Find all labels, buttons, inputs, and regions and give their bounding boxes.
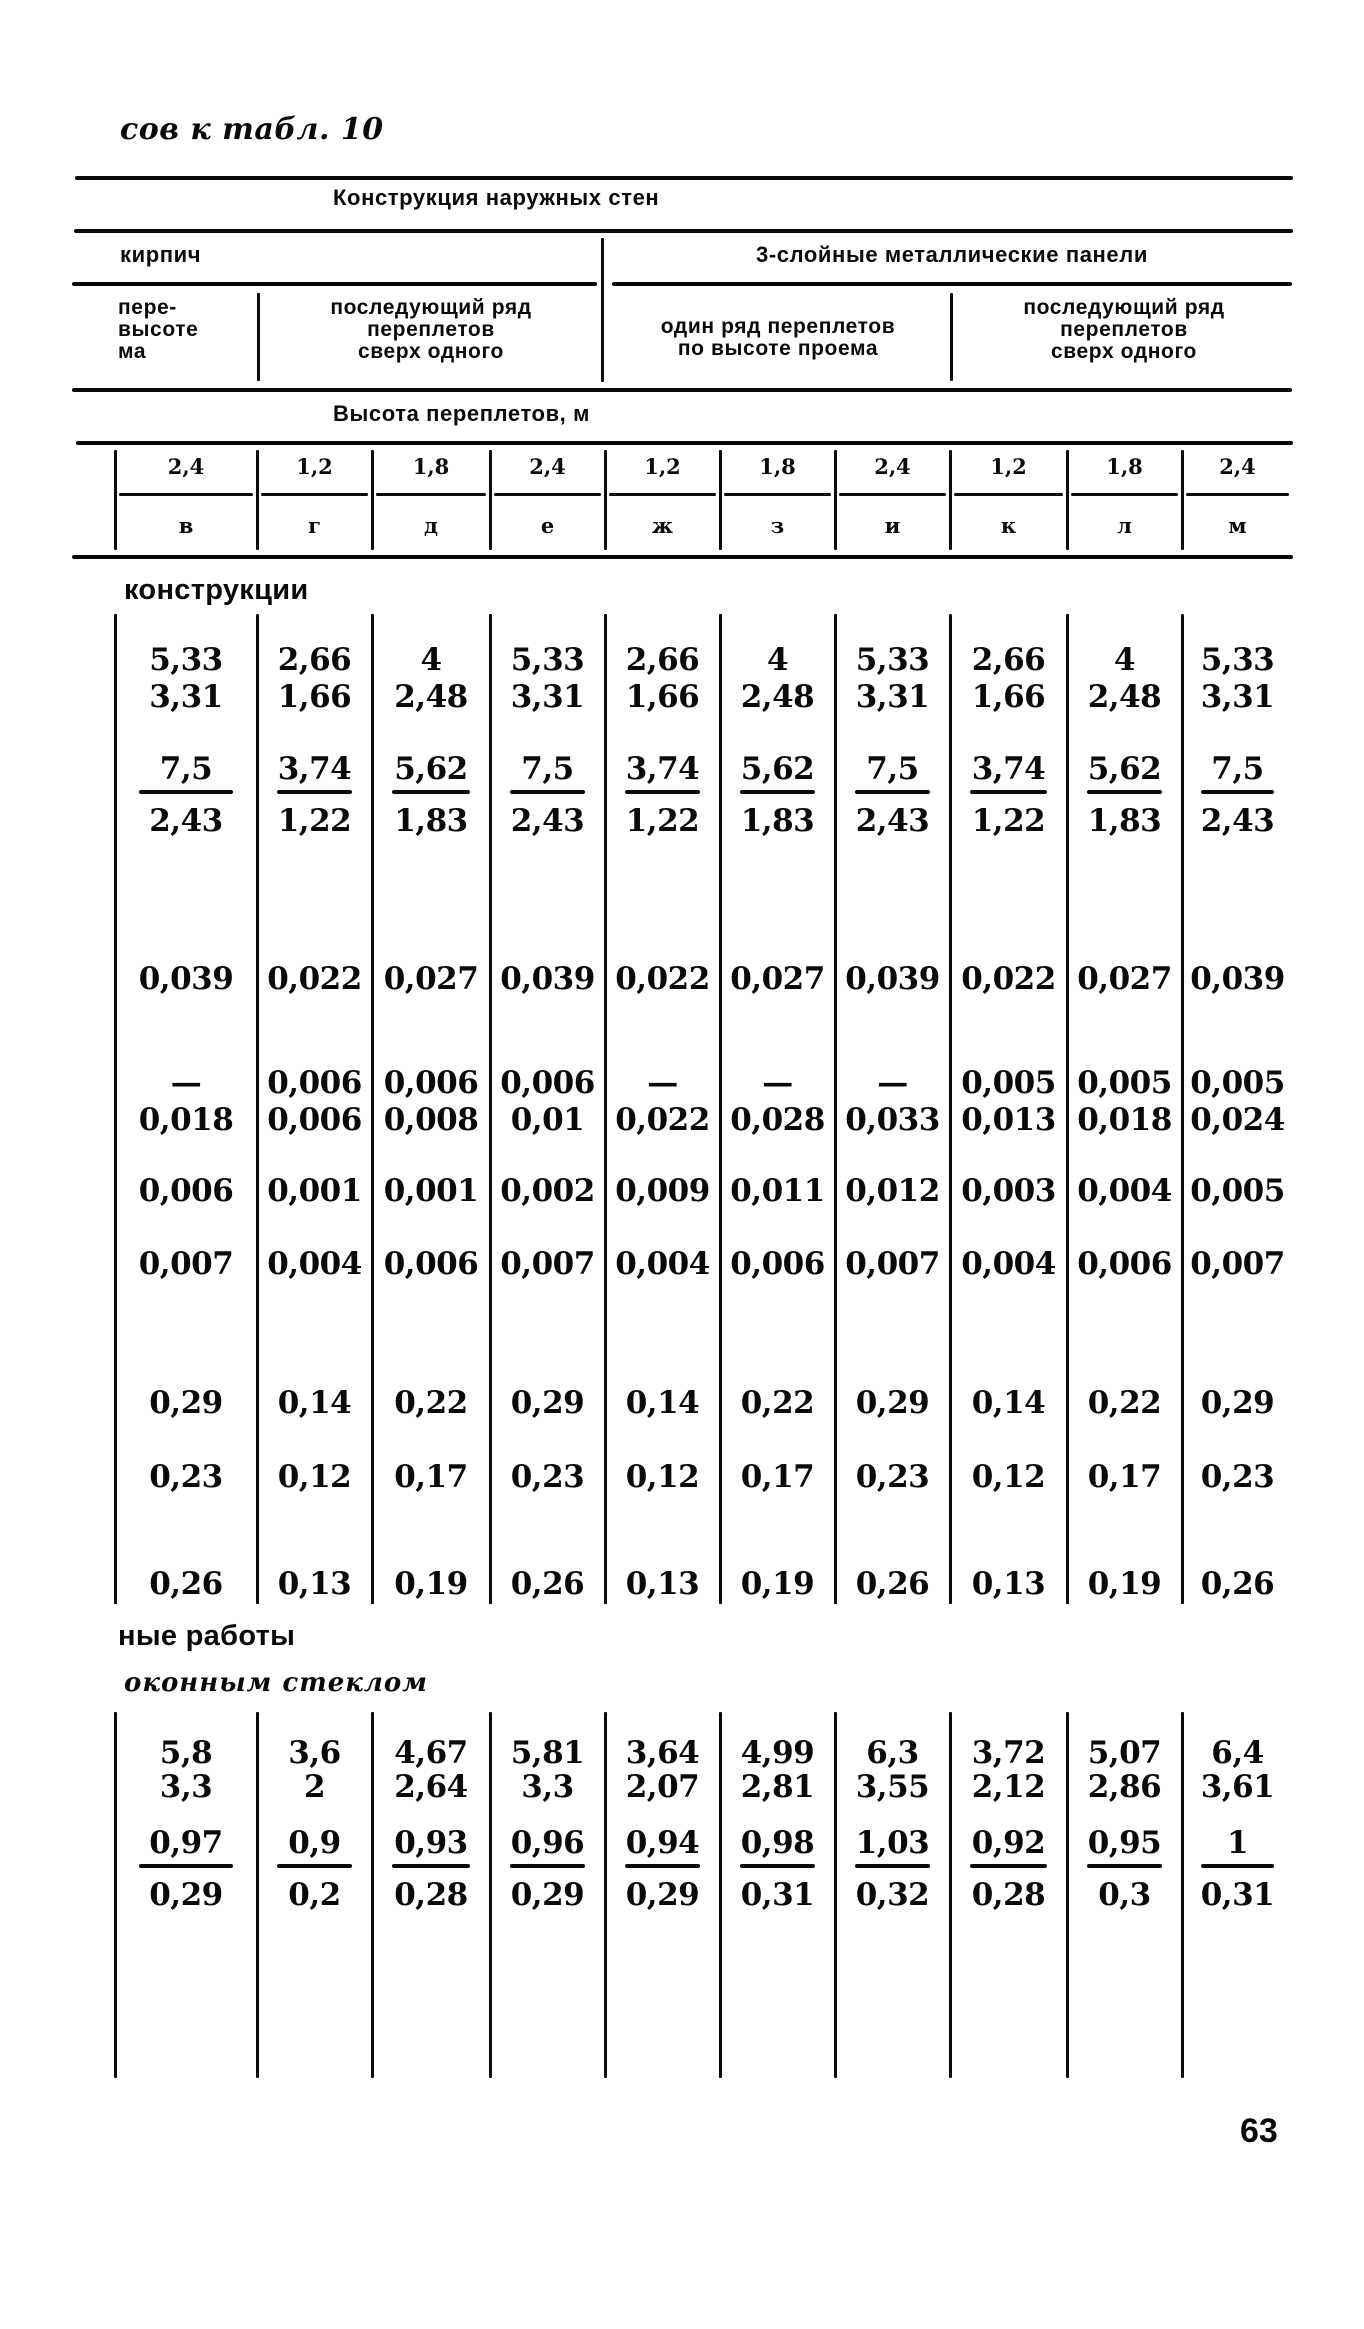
header-rule-5 (76, 441, 1293, 445)
height-value: 1,2 (644, 454, 681, 479)
fraction-bar (855, 1864, 931, 1868)
column-letter: е (540, 513, 555, 538)
height-value: 1,8 (1106, 454, 1143, 479)
fraction-numerator: 1 (1226, 1825, 1249, 1861)
fraction-bar (625, 790, 701, 794)
fraction-denominator: 2,43 (855, 803, 930, 839)
column-letter: в (178, 513, 194, 538)
fraction-bar (277, 790, 353, 794)
header-brick-sub1-line: пере- (118, 296, 177, 319)
table-cell: 0,17 (394, 1459, 468, 1495)
table-cell: 3,3 (159, 1769, 213, 1805)
table-cell: — (647, 1065, 678, 1101)
header-brick-sub2-line: переплетов (367, 318, 495, 341)
fraction-numerator: 0,97 (149, 1825, 223, 1861)
table-cell: 2,07 (625, 1769, 700, 1805)
fraction-denominator: 0,32 (855, 1877, 930, 1913)
column-letter: ж (651, 513, 674, 538)
table-cell: 0,007 (845, 1246, 940, 1282)
table-cell: — (762, 1065, 793, 1101)
header-column-divider (604, 450, 607, 550)
column-letter: м (1228, 513, 1247, 538)
table-cell: 0,022 (267, 961, 362, 997)
fraction-denominator: 1,22 (971, 803, 1046, 839)
table-continuation-title: сов к табл. 10 (120, 112, 384, 147)
header-column-divider (371, 450, 374, 550)
table-cell: 6,4 (1211, 1735, 1264, 1771)
fraction-numerator: 0,98 (740, 1825, 815, 1861)
header-column-divider (949, 450, 952, 550)
header-column-midrule (954, 493, 1063, 496)
fraction-denominator: 2,43 (149, 803, 223, 839)
fraction-numerator: 5,62 (1087, 751, 1162, 787)
header-height-label: Высота переплетов, м (333, 401, 590, 426)
table-cell: 0,028 (730, 1102, 825, 1138)
table-cell: 0,26 (855, 1566, 930, 1602)
table-cell: 2,48 (740, 679, 815, 715)
table-cell: 0,007 (500, 1246, 595, 1282)
table-cell: 0,006 (383, 1065, 479, 1101)
table-cell: 0,018 (1077, 1102, 1172, 1138)
height-value: 1,2 (296, 454, 333, 479)
fraction-bar (392, 790, 470, 794)
table-cell: 1,66 (277, 679, 352, 715)
table-cell: 0,29 (1200, 1385, 1275, 1421)
table-cell: 0,024 (1190, 1102, 1285, 1138)
table-cell: 3,61 (1200, 1769, 1275, 1805)
table-cell: 0,005 (1190, 1173, 1285, 1209)
header-rule-4 (72, 388, 1292, 392)
table-cell: 2,64 (394, 1769, 468, 1805)
fraction-numerator: 0,92 (971, 1825, 1046, 1861)
table-cell: 0,12 (971, 1459, 1046, 1495)
header-column-divider (489, 450, 492, 550)
header-panels-sub2-line: переплетов (1060, 318, 1188, 341)
table-cell: 0,003 (961, 1173, 1056, 1209)
fraction-bar (1201, 1864, 1274, 1868)
table-cell: 2,12 (971, 1769, 1046, 1805)
height-value: 2,4 (1219, 454, 1256, 479)
header-group-panels: 3-слойные металлические панели (756, 242, 1148, 267)
table-cell: 0,008 (383, 1102, 479, 1138)
table-cell: 0,17 (740, 1459, 815, 1495)
table-cell: 3,31 (149, 679, 223, 715)
fraction-bar (970, 790, 1047, 794)
table-cell: 3,72 (971, 1735, 1046, 1771)
header-column-midrule (261, 493, 368, 496)
header-column-divider (1181, 450, 1184, 550)
table-cell: 0,13 (971, 1566, 1046, 1602)
fraction-numerator: 7,5 (521, 751, 574, 787)
table-cell: 0,027 (730, 961, 825, 997)
header-column-midrule (609, 493, 716, 496)
header-divider-brick (257, 293, 260, 381)
header-column-midrule (494, 493, 601, 496)
fraction-numerator: 0,9 (288, 1825, 341, 1861)
table-cell: 2,66 (625, 642, 700, 678)
table-cell: 5,33 (1200, 642, 1275, 678)
table-cell: 3,64 (625, 1735, 700, 1771)
table-cell: 0,006 (383, 1246, 479, 1282)
header-brick-sub1-line: ма (118, 340, 147, 363)
table-cell: 0,027 (383, 961, 479, 997)
table-cell: 0,033 (845, 1102, 940, 1138)
table-cell: 0,23 (855, 1459, 930, 1495)
table-cell: 2 (303, 1769, 326, 1805)
table-cell: 0,14 (971, 1385, 1046, 1421)
height-value: 2,4 (874, 454, 911, 479)
fraction-numerator: 3,74 (625, 751, 700, 787)
table-cell: 5,33 (855, 642, 930, 678)
fraction-denominator: 0,28 (394, 1877, 468, 1913)
table-cell: 2,66 (277, 642, 352, 678)
table-cell: 0,006 (267, 1065, 362, 1101)
table-cell: 0,29 (149, 1385, 223, 1421)
fraction-denominator: 0,31 (740, 1877, 815, 1913)
fraction-bar (392, 1864, 470, 1868)
column-letter: г (308, 513, 321, 538)
header-column-midrule (1186, 493, 1289, 496)
fraction-bar (510, 1864, 586, 1868)
header-rule-2 (74, 229, 1293, 233)
table-cell: 0,013 (961, 1102, 1056, 1138)
header-panels-sub2-line: последующий ряд (1023, 296, 1225, 319)
header-rule-bottom (72, 555, 1293, 559)
header-column-divider (719, 450, 722, 550)
fraction-numerator: 0,95 (1087, 1825, 1162, 1861)
table-cell: 2,48 (394, 679, 468, 715)
table-cell: 0,12 (277, 1459, 352, 1495)
fraction-denominator: 0,2 (288, 1877, 341, 1913)
table-cell: 4,67 (394, 1735, 468, 1771)
table-cell: 3,31 (855, 679, 930, 715)
section-label-works: ные работы (118, 1620, 296, 1652)
table-cell: 0,006 (500, 1065, 595, 1101)
table-cell: 0,23 (149, 1459, 223, 1495)
table-cell: 1,66 (971, 679, 1046, 715)
table-cell: 0,005 (961, 1065, 1056, 1101)
table-cell: 0,039 (138, 961, 234, 997)
height-value: 1,8 (759, 454, 796, 479)
fraction-bar (970, 1864, 1047, 1868)
table-cell: 3,31 (1200, 679, 1275, 715)
fraction-bar (277, 1864, 353, 1868)
table-cell: 2,86 (1087, 1769, 1162, 1805)
table-cell: 0,012 (845, 1173, 940, 1209)
table-cell: 0,23 (1200, 1459, 1275, 1495)
header-group-brick: кирпич (120, 242, 202, 267)
fraction-bar (855, 790, 931, 794)
table-cell: — (170, 1065, 202, 1101)
fraction-denominator: 0,29 (510, 1877, 585, 1913)
table-cell: 0,006 (138, 1173, 234, 1209)
table-cell: 4 (1113, 642, 1136, 678)
height-value: 2,4 (167, 454, 205, 479)
fraction-denominator: 1,83 (394, 803, 468, 839)
fraction-bar (510, 790, 586, 794)
fraction-denominator: 0,28 (971, 1877, 1046, 1913)
table-cell: 0,22 (1087, 1385, 1162, 1421)
header-brick-sub2-line: сверх одного (358, 340, 504, 363)
table-cell: 1,66 (625, 679, 700, 715)
table-cell: 0,001 (383, 1173, 479, 1209)
fraction-numerator: 1,03 (855, 1825, 930, 1861)
table-cell: 5,33 (149, 642, 223, 678)
fraction-bar (740, 790, 816, 794)
fraction-numerator: 5,62 (740, 751, 815, 787)
fraction-numerator: 0,96 (510, 1825, 585, 1861)
table-cell: 4,99 (740, 1735, 815, 1771)
table-cell: 0,005 (1077, 1065, 1172, 1101)
column-letter: к (1000, 513, 1017, 538)
fraction-numerator: 5,62 (394, 751, 468, 787)
fraction-denominator: 0,29 (625, 1877, 700, 1913)
table-cell: 0,006 (730, 1246, 825, 1282)
table-cell: 0,004 (1077, 1173, 1172, 1209)
table-cell: 6,3 (866, 1735, 919, 1771)
table-cell: 0,022 (961, 961, 1056, 997)
table-cell: 0,01 (510, 1102, 585, 1138)
table-cell: 0,17 (1087, 1459, 1162, 1495)
height-value: 2,4 (529, 454, 566, 479)
table-cell: 5,81 (510, 1735, 585, 1771)
table-cell: 3,55 (855, 1769, 930, 1805)
header-panels-sub1-line: по высоте проема (677, 337, 879, 360)
table-cell: 0,22 (740, 1385, 815, 1421)
fraction-denominator: 0,31 (1200, 1877, 1275, 1913)
table-cell: 0,22 (394, 1385, 468, 1421)
table-cell: 0,29 (855, 1385, 930, 1421)
table-cell: 2,66 (971, 642, 1046, 678)
header-column-midrule (724, 493, 831, 496)
table-cell: 0,039 (845, 961, 940, 997)
table-cell: 5,07 (1087, 1735, 1162, 1771)
table-cell: 0,13 (277, 1566, 352, 1602)
table-cell: 0,19 (740, 1566, 815, 1602)
header-divider-main (601, 238, 604, 382)
table-cell: 0,19 (1087, 1566, 1162, 1602)
fraction-numerator: 0,94 (625, 1825, 700, 1861)
table-cell: 0,004 (267, 1246, 362, 1282)
header-column-divider (834, 450, 837, 550)
header-column-divider (1066, 450, 1069, 550)
table-cell: 0,011 (730, 1173, 825, 1209)
header-panels-sub1-line: один ряд переплетов (660, 315, 896, 338)
table-cell: 0,009 (615, 1173, 710, 1209)
header-column-divider (114, 450, 117, 550)
fraction-numerator: 7,5 (866, 751, 919, 787)
table-cell: 0,004 (615, 1246, 710, 1282)
table-cell: 0,19 (394, 1566, 468, 1602)
fraction-bar (740, 1864, 816, 1868)
fraction-numerator: 0,93 (394, 1825, 468, 1861)
table-cell: 0,23 (510, 1459, 585, 1495)
table-cell: 5,33 (510, 642, 585, 678)
fraction-bar (1087, 790, 1163, 794)
table-cell: 0,039 (1190, 961, 1285, 997)
header-column-midrule (1071, 493, 1178, 496)
header-divider-panels (950, 293, 953, 381)
fraction-denominator: 2,43 (510, 803, 585, 839)
table-cell: 0,039 (500, 961, 595, 997)
table-cell: 4 (420, 642, 442, 678)
table-cell: 0,13 (625, 1566, 700, 1602)
table-cell: 5,8 (159, 1735, 213, 1771)
table-cell: 3,31 (510, 679, 585, 715)
fraction-denominator: 0,29 (149, 1877, 223, 1913)
fraction-numerator: 3,74 (277, 751, 352, 787)
header-rule-top (75, 176, 1293, 180)
table-cell: 0,002 (500, 1173, 595, 1209)
header-panels-sub2-line: сверх одного (1051, 340, 1197, 363)
header-brick-sub1-line: высоте (118, 318, 199, 341)
column-letter: з (770, 513, 785, 538)
table-cell: 0,005 (1190, 1065, 1285, 1101)
table-cell: 0,007 (138, 1246, 234, 1282)
fraction-denominator: 1,22 (625, 803, 700, 839)
table-cell: 0,022 (615, 961, 710, 997)
column-letter: и (884, 513, 901, 538)
table-cell: 0,006 (1077, 1246, 1172, 1282)
section-label-construction: конструкции (124, 574, 309, 606)
table-cell: — (877, 1065, 908, 1101)
table-cell: 2,81 (740, 1769, 815, 1805)
fraction-bar (1087, 1864, 1163, 1868)
fraction-bar (1201, 790, 1274, 794)
table-cell: 0,12 (625, 1459, 700, 1495)
table-cell: 0,14 (625, 1385, 700, 1421)
fraction-numerator: 7,5 (1211, 751, 1264, 787)
table-cell: 0,018 (138, 1102, 234, 1138)
fraction-denominator: 1,83 (1087, 803, 1162, 839)
fraction-bar (139, 1864, 233, 1868)
header-construction: Конструкция наружных стен (333, 185, 660, 210)
page-number: 63 (1240, 2112, 1278, 2150)
header-column-midrule (376, 493, 486, 496)
table-cell: 0,26 (510, 1566, 585, 1602)
table-cell: 0,14 (277, 1385, 352, 1421)
table-cell: 3,3 (521, 1769, 574, 1805)
fraction-bar (139, 790, 233, 794)
table-cell: 0,007 (1190, 1246, 1285, 1282)
table-cell: 4 (766, 642, 789, 678)
column-letter: л (1117, 513, 1132, 538)
table-cell: 0,001 (267, 1173, 362, 1209)
height-value: 1,2 (990, 454, 1027, 479)
header-column-divider (256, 450, 259, 550)
fraction-bar (625, 1864, 701, 1868)
header-column-midrule (839, 493, 946, 496)
table-cell: 0,29 (510, 1385, 585, 1421)
fraction-denominator: 1,22 (277, 803, 352, 839)
table-cell: 0,022 (615, 1102, 710, 1138)
fraction-numerator: 7,5 (159, 751, 213, 787)
fraction-denominator: 2,43 (1200, 803, 1275, 839)
header-brick-sub2-line: последующий ряд (330, 296, 532, 319)
table-cell: 0,26 (149, 1566, 223, 1602)
table-cell: 0,26 (1200, 1566, 1275, 1602)
table-cell: 2,48 (1087, 679, 1162, 715)
section-sublabel-glass: оконным стеклом (124, 1668, 428, 1698)
header-rule-3-left (72, 282, 597, 286)
table-cell: 3,6 (288, 1735, 341, 1771)
table-cell: 0,027 (1077, 961, 1172, 997)
column-letter: д (424, 513, 438, 538)
table-cell: 0,006 (267, 1102, 362, 1138)
fraction-numerator: 3,74 (971, 751, 1046, 787)
header-column-midrule (119, 493, 253, 496)
header-rule-3-right (612, 282, 1292, 286)
table-cell: 0,004 (961, 1246, 1056, 1282)
fraction-denominator: 0,3 (1098, 1877, 1151, 1913)
fraction-denominator: 1,83 (740, 803, 815, 839)
height-value: 1,8 (412, 454, 450, 479)
